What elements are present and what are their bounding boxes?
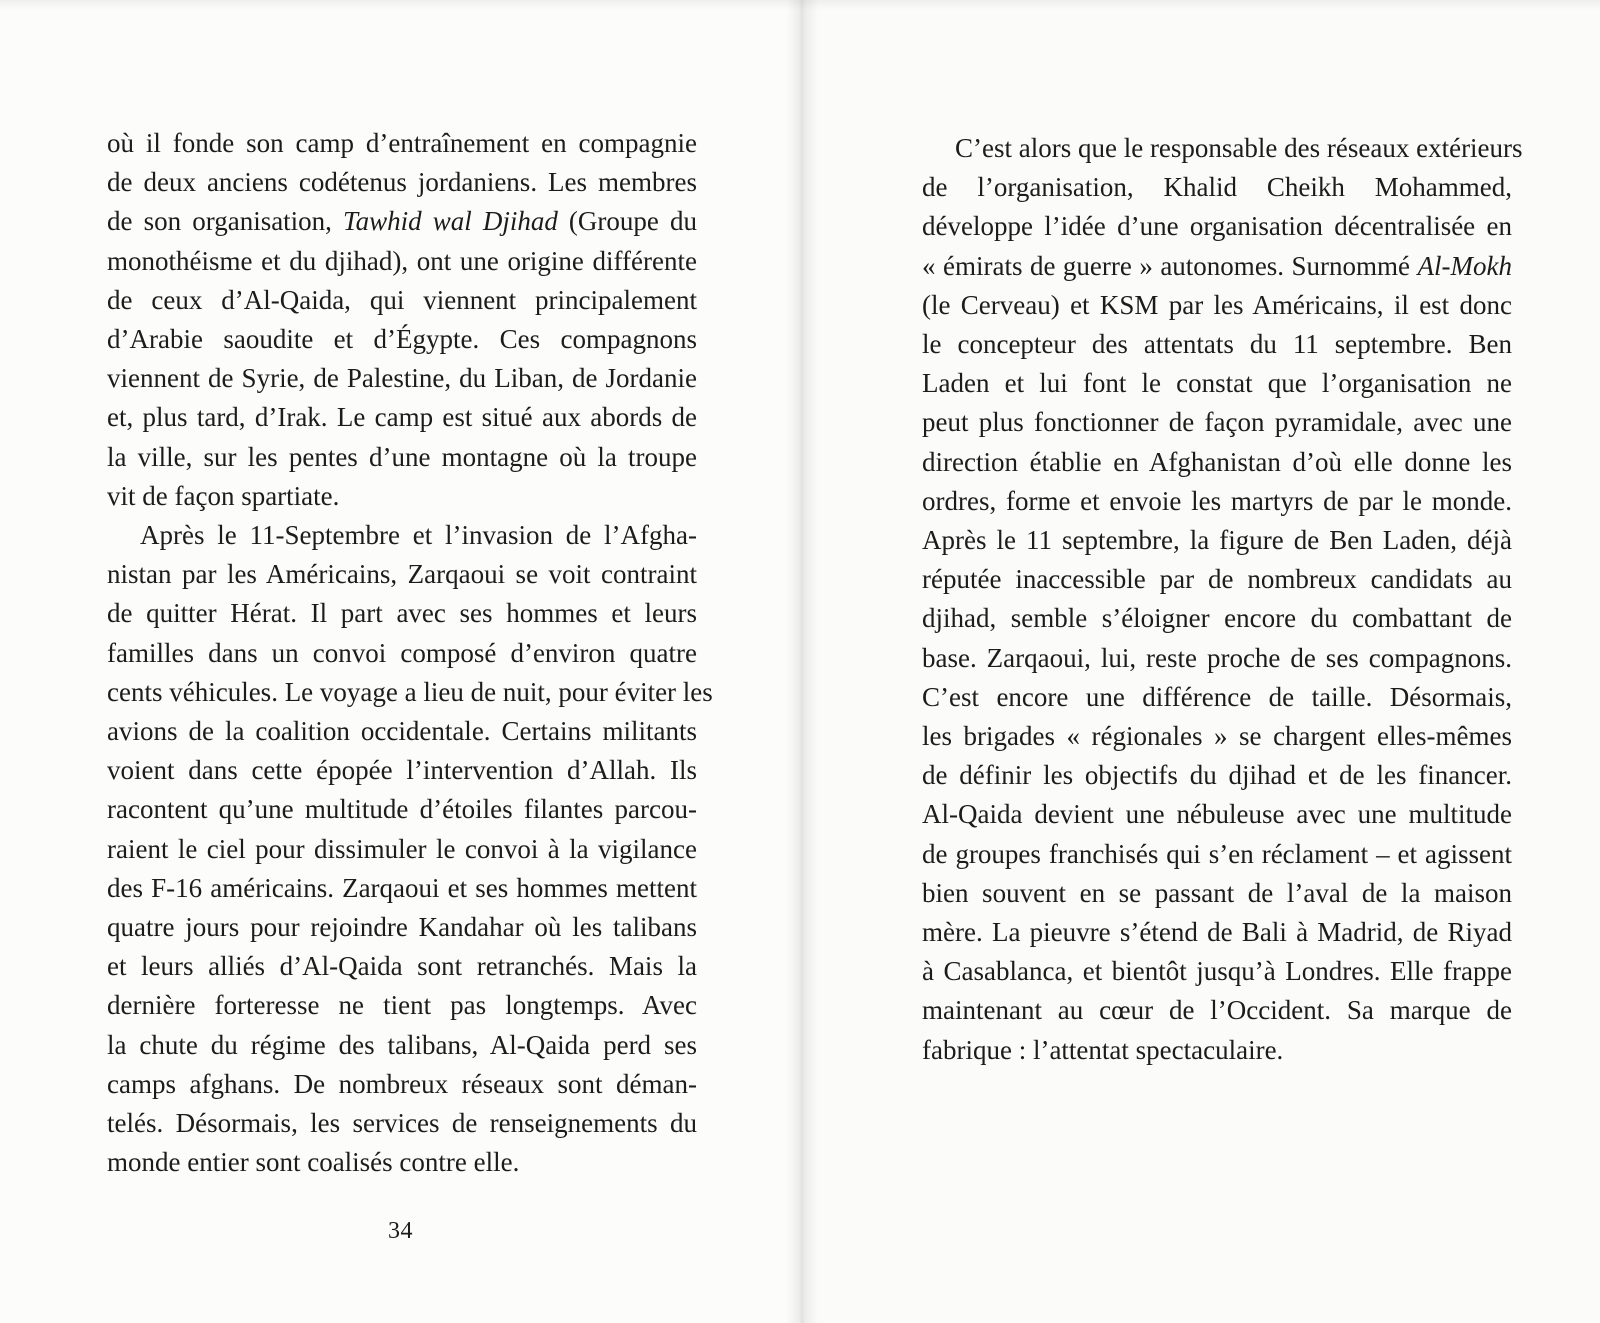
text-line: cents véhicules. Le voyage a lieu de nuit, pour éviter les: [107, 676, 713, 707]
text-line: C’est encore une différence de taille. Désormais,: [922, 681, 1512, 712]
text-line: nistan par les Américains, Zarqaoui se voit contraint: [107, 559, 697, 590]
text-line: réputée inaccessible par de nombreux candidats au: [922, 564, 1512, 595]
text-line: base. Zarqaoui, lui, reste proche de ses compagnons.: [922, 642, 1512, 673]
text-line: (le Cerveau) et KSM par les Américains, il est donc: [922, 289, 1512, 320]
text-line: [922, 247, 1512, 286]
text-line: avions de la coalition occidentale. Certains militants: [107, 716, 697, 747]
text-line: racontent qu’une multitude d’étoiles filantes parcou-: [107, 794, 697, 825]
text-line: les brigades « régionales » se chargent elles-mêmes: [922, 721, 1512, 752]
text-line: telés. Désormais, les services de renseignements du: [107, 1108, 697, 1139]
text-line: maintenant au cœur de l’Occident. Sa marque de: [922, 995, 1512, 1026]
text-line: C’est alors que le responsable des réseaux extérieurs: [955, 133, 1523, 163]
text-line: Après le 11 septembre, la figure de Ben Laden, déjà: [922, 525, 1512, 556]
text-line: familles dans un convoi composé d’environ quatre: [107, 637, 697, 668]
text-line: dernière forteresse ne tient pas longtemps. Avec: [107, 990, 697, 1021]
text-line: bien souvent en se passant de l’aval de la maison: [922, 877, 1512, 908]
right-page-text: [922, 129, 1523, 1070]
page-number: 34: [388, 1218, 413, 1244]
text-line: [107, 202, 697, 241]
text-line: et leurs alliés d’Al-Qaida sont retranchés. Mais la: [107, 951, 697, 982]
text-line: ordres, forme et envoie les martyrs de par le monde.: [922, 485, 1512, 516]
text-line: des F-16 américains. Zarqaoui et ses hommes mettent: [107, 872, 697, 903]
text-line: de l’organisation, Khalid Cheikh Mohammed,: [922, 172, 1512, 203]
text-line: de définir les objectifs du djihad et de les financer.: [922, 760, 1512, 791]
text-line: viennent de Syrie, de Palestine, du Liban, de Jordanie: [107, 363, 697, 394]
text-segment: (Groupe du: [557, 206, 698, 237]
text-line: fabrique : l’attentat spectaculaire.: [922, 1034, 1284, 1065]
text-line: la ville, sur les pentes d’une montagne où la troupe: [107, 441, 697, 472]
text-line: où il fonde son camp d’entraînement en compagnie: [107, 128, 697, 158]
text-line: développe l’idée d’une organisation décentralisée en: [922, 211, 1512, 242]
paragraph: [107, 516, 713, 1182]
text-line: de ceux d’Al-Qaida, qui viennent principalement: [107, 284, 697, 315]
text-line: le concepteur des attentats du 11 septembre. Ben: [922, 329, 1512, 360]
text-line: de quitter Hérat. Il part avec ses hommes et leurs: [107, 598, 697, 629]
text-line: djihad, semble s’éloigner encore du combattant de: [922, 603, 1512, 634]
text-line: de deux anciens codétenus jordaniens. Les membres: [107, 167, 697, 198]
italic-title: Tawhid wal Djihad: [343, 206, 558, 237]
text-line: Après le 11-Septembre et l’invasion de l’Afgha-: [140, 520, 697, 551]
text-line: Al-Qaida devient une nébuleuse avec une multitude: [922, 799, 1512, 830]
text-line: la chute du régime des talibans, Al-Qaida perd ses: [107, 1029, 697, 1060]
left-page-text: [107, 124, 713, 1182]
text-line: de groupes franchisés qui s’en réclament – et agissent: [922, 838, 1512, 869]
paragraph: [107, 124, 697, 516]
right-page: [800, 0, 1600, 1323]
paragraph: [922, 129, 1523, 1070]
italic-title: Al-Mokh: [1417, 250, 1512, 281]
text-line: monothéisme et du djihad), ont une origine différente: [107, 245, 697, 276]
text-segment: « émirats de guerre » autonomes. Surnommé: [922, 250, 1418, 281]
text-line: voient dans cette épopée l’intervention d’Allah. Ils: [107, 755, 697, 786]
text-line: à Casablanca, et bientôt jusqu’à Londres. Elle frappe: [922, 956, 1512, 987]
text-line: quatre jours pour rejoindre Kandahar où les talibans: [107, 912, 697, 943]
text-line: raient le ciel pour dissimuler le convoi à la vigilance: [107, 833, 697, 864]
text-line: monde entier sont coalisés contre elle.: [107, 1147, 520, 1178]
text-segment: de son organisation,: [107, 206, 344, 237]
text-line: camps afghans. De nombreux réseaux sont déman-: [107, 1068, 697, 1099]
text-line: peut plus fonctionner de façon pyramidale, avec une: [922, 407, 1512, 438]
text-line: d’Arabie saoudite et d’Égypte. Ces compagnons: [107, 324, 697, 355]
text-line: mère. La pieuvre s’étend de Bali à Madrid, de Riyad: [922, 917, 1512, 948]
text-line: direction établie en Afghanistan d’où elle donne les: [922, 446, 1512, 477]
text-line: vit de façon spartiate.: [107, 480, 340, 511]
text-line: et, plus tard, d’Irak. Le camp est situé aux abords de: [107, 402, 697, 433]
text-line: Laden et lui font le constat que l’organisation ne: [922, 368, 1512, 399]
